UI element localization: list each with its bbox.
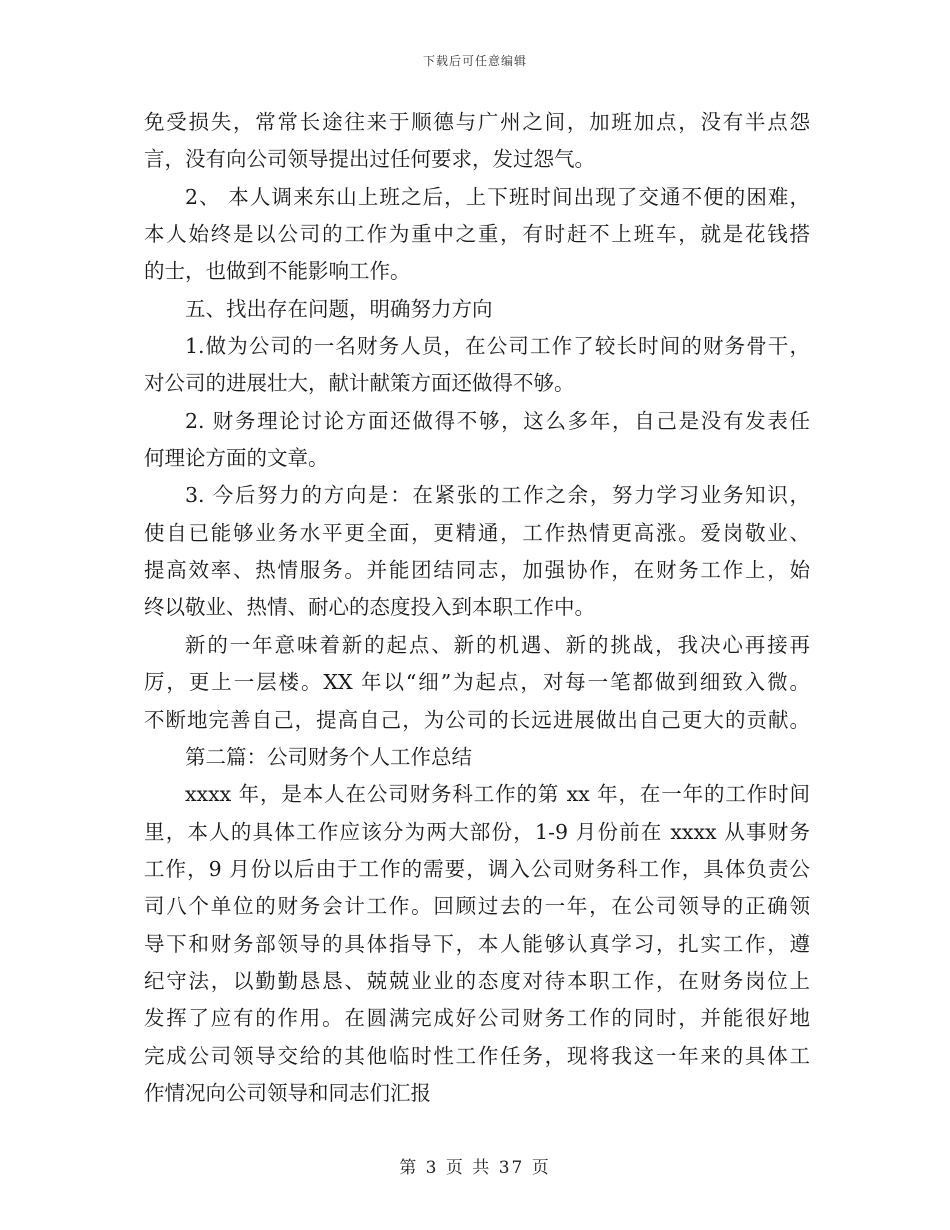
page-footer-page-number: 第 3 页 共 37 页 (399, 1158, 551, 1178)
text-line: 发挥了应有的作用。在圆满完成好公司财务工作的同时，并能很好地 (144, 1006, 810, 1031)
text-line: 本人始终是以公司的工作为重中之重，有时赶不上班车，就是花钱搭 (144, 222, 810, 247)
text-line: 不断地完善自己，提高自己，为公司的长远进展做出自己更大的贡献。 (144, 707, 810, 732)
document-body (144, 104, 810, 1112)
text-line: 对公司的进展壮大，献计献策方面还做得不够。 (144, 371, 575, 396)
text-line: 五、找出存在问题，明确努力方向 (185, 296, 493, 321)
text-line: 免受损失，常常长途往来于顺德与广州之间，加班加点，没有半点怨 (144, 110, 810, 134)
text-line: 何理论方面的文章。 (144, 446, 329, 471)
page-header: 下载后可任意编辑 (422, 54, 527, 68)
text-line: 3. 今后努力的方向是：在紧张的工作之余，努力学习业务知识， (185, 483, 810, 508)
text-line: 新的一年意味着新的起点、新的机遇、新的挑战，我决心再接再 (185, 632, 810, 657)
text-line: 完成公司领导交给的其他临时性工作任务，现将我这一年来的具体工 (144, 1043, 810, 1068)
text-line: xxxx 年，是本人在公司财务科工作的第 xx 年，在一年的工作时间 (185, 782, 810, 807)
text-line: 厉，更上一层楼。XX 年以“细”为起点，对每一笔都做到细致入微。 (144, 670, 810, 695)
text-line: 1.做为公司的一名财务人员，在公司工作了较长时间的财务骨干， (185, 334, 810, 359)
text-line: 里，本人的具体工作应该分为两大部份，1-9 月份前在 xxxx 从事财务 (144, 819, 810, 844)
text-line: 终以敬业、热情、耐心的态度投入到本职工作中。 (144, 595, 595, 620)
text-line: 导下和财务部领导的具体指导下，本人能够认真学习，扎实工作，遵 (144, 931, 810, 956)
text-line: 使自已能够业务水平更全面，更精通，工作热情更高涨。爱岗敬业、 (144, 520, 810, 545)
text-line: 第二篇：公司财务个人工作总结 (185, 744, 472, 769)
text-line: 言，没有向公司领导提出过任何要求，发过怨气。 (144, 147, 595, 172)
text-line: 提高效率、热情服务。并能团结同志，加强协作，在财务工作上，始 (144, 558, 810, 583)
text-line: 的士，也做到不能影响工作。 (144, 259, 411, 284)
text-line: 司八个单位的财务会计工作。回顾过去的一年，在公司领导的正确领 (144, 894, 810, 919)
text-line: 2. 财务理论讨论方面还做得不够，这么多年，自己是没有发表任 (185, 408, 810, 433)
text-line: 纪守法，以勤勤恳恳、兢兢业业的态度对待本职工作，在财务岗位上 (144, 968, 810, 993)
text-line: 工作，9 月份以后由于工作的需要，调入公司财务科工作，具体负责公 (144, 856, 810, 881)
text-line: 作情况向公司领导和同志们汇报 (144, 1080, 431, 1105)
text-line: 2、 本人调来东山上班之后，上下班时间出现了交通不便的困难， (185, 184, 810, 209)
